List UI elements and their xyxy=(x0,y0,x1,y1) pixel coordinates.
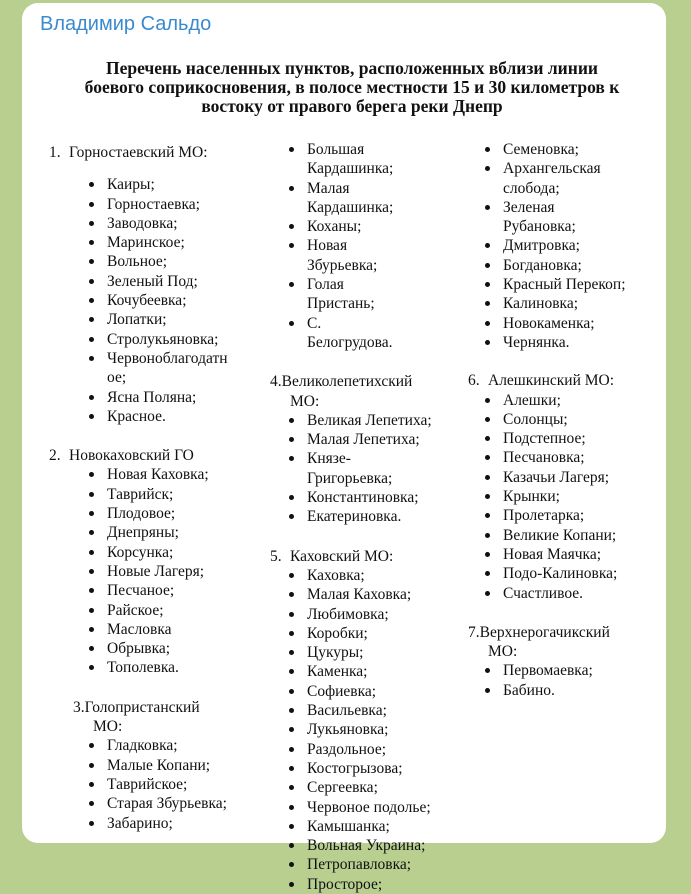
settlement-list xyxy=(481,661,628,700)
list-item: Тополевка. xyxy=(85,658,249,677)
list-item: Таврийск; xyxy=(85,485,249,504)
list-item: Большая Кардашинка; xyxy=(285,140,405,179)
settlement-list xyxy=(285,411,445,527)
list-item: Подстепное; xyxy=(481,429,648,448)
list-item: Песчаное; xyxy=(85,581,249,600)
list-item: Малые Копани; xyxy=(85,756,255,775)
list-item: Червоноблагодатн ое; xyxy=(85,349,219,388)
list-item: Плодовое; xyxy=(85,504,249,523)
group-number: 1. xyxy=(49,144,61,161)
list-item: Малая Каховка; xyxy=(285,585,455,604)
group-novokakhovsky xyxy=(49,446,249,678)
group-number: 4. xyxy=(270,373,282,391)
title-line: востоку от правого берега реки Днепр xyxy=(201,96,503,116)
list-item: Екатериновка. xyxy=(285,507,445,526)
list-item: Корсунка; xyxy=(85,543,249,562)
list-item: Великие Копани; xyxy=(481,526,648,545)
settlement-list xyxy=(481,391,648,603)
list-item: Зеленая Рубановка; xyxy=(481,198,578,237)
group-gornostaevsky xyxy=(49,143,249,426)
group-number: 5. xyxy=(270,547,282,565)
list-item: Стролукьяновка; xyxy=(85,330,219,349)
column-2 xyxy=(270,140,450,894)
list-item: Цукуры; xyxy=(285,643,455,662)
list-item: Лукьяновка; xyxy=(285,720,455,739)
list-item: Маринское; xyxy=(85,233,219,252)
list-item: Красное. xyxy=(85,407,219,426)
group-aleshkinsky xyxy=(468,371,648,603)
group-heading xyxy=(270,547,450,566)
list-item: Забарино; xyxy=(85,814,255,833)
title-line: Перечень населенных пунктов, расположенных вблизи линии xyxy=(105,58,599,78)
group-kakhovsky xyxy=(270,547,450,894)
settlement-list xyxy=(85,736,255,832)
group-verkhnerogachiksky xyxy=(468,623,628,700)
list-item: Князе-Григорьевка; xyxy=(285,449,387,488)
settlement-list xyxy=(285,566,455,894)
list-item: Первомаевка; xyxy=(481,661,628,680)
group-heading xyxy=(468,371,648,390)
list-item: Коханы; xyxy=(285,217,405,236)
settlement-list-continued xyxy=(481,140,631,352)
list-item: Любимовка; xyxy=(285,605,455,624)
document-title xyxy=(62,59,642,116)
list-item: Красный Перекоп; xyxy=(481,275,631,294)
list-item: Ясна Поляна; xyxy=(85,388,219,407)
list-item: Вольное; xyxy=(85,252,219,271)
group-golopristansky xyxy=(73,698,227,833)
list-item: С. Белогрудова. xyxy=(285,314,405,353)
list-item: Коробки; xyxy=(285,624,455,643)
group-velikolepetikhsky xyxy=(270,372,440,526)
list-item: Камышанка; xyxy=(285,817,455,836)
group-number: 2. xyxy=(49,447,61,465)
list-item: Крынки; xyxy=(481,487,648,506)
group-heading xyxy=(270,372,440,411)
list-item: Пролетарка; xyxy=(481,506,648,525)
list-item: Богдановка; xyxy=(481,256,631,275)
list-item: Каховка; xyxy=(285,566,455,585)
list-item: Вольная Украина; xyxy=(285,836,455,855)
list-item: Новая Збурьевка; xyxy=(285,236,405,275)
group-name: Горностаевский МО: xyxy=(69,144,208,161)
group-heading xyxy=(73,698,223,737)
list-item: Зеленый Под; xyxy=(85,272,219,291)
list-item: Кочубеевка; xyxy=(85,291,219,310)
list-item: Архангельская слобода; xyxy=(481,159,613,198)
list-item: Каменка; xyxy=(285,662,455,681)
message-author[interactable]: Владимир Сальдо xyxy=(40,13,212,35)
group-name: Новокаховский ГО xyxy=(69,447,194,465)
list-item: Обрывка; xyxy=(85,639,249,658)
list-item: Таврийское; xyxy=(85,775,255,794)
list-item: Раздольное; xyxy=(285,740,455,759)
group-heading xyxy=(468,623,628,662)
title-line: боевого соприкосновения, в полосе местности 15 и 30 километров к xyxy=(84,77,620,97)
list-item: Подо-Калиновка; xyxy=(481,564,648,583)
list-item: Калиновка; xyxy=(481,294,631,313)
group-name: Алешкинский МО: xyxy=(488,372,615,390)
list-item: Малая Лепетиха; xyxy=(285,430,445,449)
list-item: Чернянка. xyxy=(481,333,631,352)
list-item: Гладковка; xyxy=(85,736,255,755)
list-item: Лопатки; xyxy=(85,310,219,329)
list-item: Новокаменка; xyxy=(481,314,631,333)
list-item: Просторое; xyxy=(285,875,455,894)
list-item: Сергеевка; xyxy=(285,778,455,797)
list-item: Васильевка; xyxy=(285,701,455,720)
group-number: 3. xyxy=(73,698,85,716)
list-item: Песчановка; xyxy=(481,448,648,467)
list-item: Новая Маячка; xyxy=(481,545,648,564)
list-item: Великая Лепетиха; xyxy=(285,411,445,430)
list-item: Софиевка; xyxy=(285,682,455,701)
settlement-list-continued xyxy=(285,140,405,352)
list-item: Червоное подолье; xyxy=(285,798,455,817)
list-item: Заводовка; xyxy=(85,214,219,233)
list-item: Горностаевка; xyxy=(85,195,219,214)
list-item: Костогрызова; xyxy=(285,759,455,778)
list-item: Дмитровка; xyxy=(481,236,631,255)
list-item: Днепряны; xyxy=(85,523,249,542)
column-1 xyxy=(49,143,249,833)
group-name: Верхнерогачикский МО: xyxy=(479,623,610,661)
group-heading xyxy=(49,446,249,465)
list-item: Семеновка; xyxy=(481,140,631,159)
group-name: Каховский МО: xyxy=(290,547,394,565)
group-name: Голопристанский МО: xyxy=(84,698,200,736)
list-item: Масловка xyxy=(85,620,249,639)
group-name: Великолепетихский МО: xyxy=(281,373,413,410)
settlement-list xyxy=(85,175,228,426)
group-number: 6. xyxy=(468,372,480,390)
column-3 xyxy=(468,140,648,700)
list-item: Константиновка; xyxy=(285,488,445,507)
list-item: Бабино. xyxy=(481,681,628,700)
list-item: Каиры; xyxy=(85,175,219,194)
list-item: Райское; xyxy=(85,601,249,620)
list-item: Алешки; xyxy=(481,391,648,410)
list-item: Новые Лагеря; xyxy=(85,562,249,581)
list-item: Новая Каховка; xyxy=(85,465,249,484)
list-item: Петропавловка; xyxy=(285,855,455,874)
list-item: Старая Збурьевка; xyxy=(85,794,255,813)
list-item: Солонцы; xyxy=(481,410,648,429)
settlement-list xyxy=(85,465,249,677)
list-item: Счастливое. xyxy=(481,584,648,603)
list-item: Малая Кардашинка; xyxy=(285,179,405,218)
list-item: Голая Пристань; xyxy=(285,275,405,314)
group-heading xyxy=(49,143,249,162)
list-item: Казачьи Лагеря; xyxy=(481,468,648,487)
group-number: 7. xyxy=(468,623,480,641)
